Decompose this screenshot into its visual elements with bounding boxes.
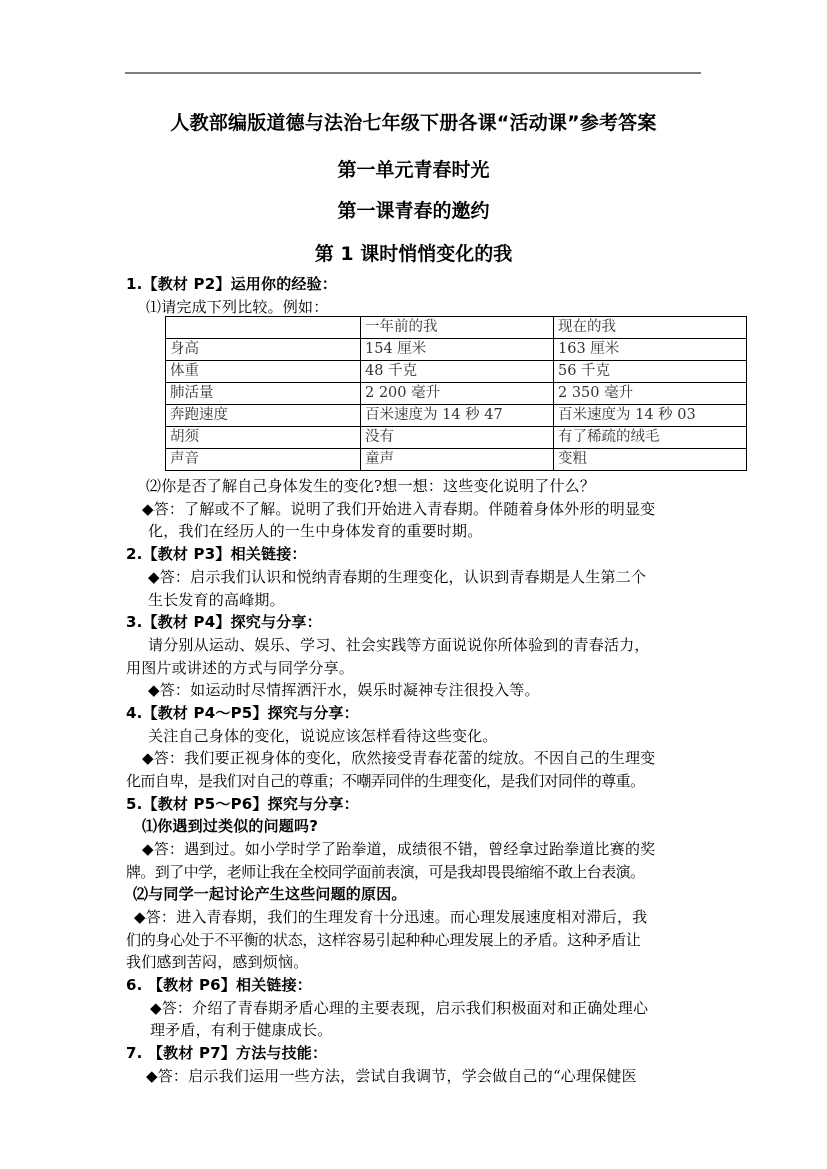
section-5-answer-2-line: 们的身心处于不平衡的状态，这样容易引起种种心理发展上的矛盾。这种矛盾让 xyxy=(126,931,641,949)
section-1-heading: 1.【教材 P2】运用你的经验： xyxy=(126,275,337,293)
section-1-question-1: ⑴请完成下列比较。例如： xyxy=(146,298,329,316)
period-title: 第 1 课时悄悄变化的我 xyxy=(314,243,513,265)
table-cell: 48 千克 xyxy=(361,361,554,383)
table-row xyxy=(166,405,747,427)
section-1-question-2: ⑵你是否了解自己身体发生的变化?想一想：这些变化说明了什么？ xyxy=(146,477,596,495)
section-3-question-line: 用图片或讲述的方式与同学分享。 xyxy=(126,659,355,677)
table-cell: 声音 xyxy=(166,449,361,471)
section-5-answer-2-line: ◆答：进入青春期，我们的生理发育十分迅速。而心理发展速度相对滞后，我 xyxy=(134,908,648,926)
lesson-title: 第一课青春的邀约 xyxy=(337,200,490,222)
table-header-cell: 一年前的我 xyxy=(361,317,554,339)
section-5-answer-1-line: ◆答：遇到过。如小学时学了跆拳道，成绩很不错，曾经拿过跆拳道比赛的奖 xyxy=(142,840,656,858)
table-row xyxy=(166,449,747,471)
section-4-question: 关注自己身体的变化，说说应该怎样看待这些变化。 xyxy=(148,727,498,745)
section-2-heading: 2.【教材 P3】相关链接： xyxy=(126,545,307,563)
document-title: 人教部编版道德与法治七年级下册各课“活动课”参考答案 xyxy=(170,112,657,134)
unit-title: 第一单元青春时光 xyxy=(337,159,490,181)
section-4-heading: 4.【教材 P4～P5】探究与分享： xyxy=(126,704,359,722)
table-header-cell: 现在的我 xyxy=(554,317,747,339)
table-cell: 百米速度为 14 秒 03 xyxy=(554,405,747,427)
table-cell: 身高 xyxy=(166,339,361,361)
section-3-answer: ◆答：如运动时尽情挥洒汗水，娱乐时凝神专注很投入等。 xyxy=(148,681,540,699)
section-3-question-line: 请分别从运动、娱乐、学习、社会实践等方面说说你所体验到的青春活力， xyxy=(148,636,650,654)
table-cell: 奔跑速度 xyxy=(166,405,361,427)
section-6-answer-line: 理矛盾，有利于健康成长。 xyxy=(150,1021,333,1039)
section-1-answer-line: ◆答：了解或不了解。说明了我们开始进入青春期。伴随着身体外形的明显变 xyxy=(142,500,656,518)
header-rule xyxy=(125,72,701,74)
section-7-answer-line: ◆答：启示我们运用一些方法，尝试自我调节，学会做自己的“心理保健医 xyxy=(146,1067,637,1085)
section-6-heading: 6. 【教材 P6】相关链接： xyxy=(126,976,313,994)
table-cell: 肺活量 xyxy=(166,383,361,405)
comparison-table xyxy=(165,316,747,471)
table-cell: 有了稀疏的绒毛 xyxy=(554,427,747,449)
section-3-heading: 3.【教材 P4】探究与分享： xyxy=(126,613,322,631)
table-cell: 2 200 毫升 xyxy=(361,383,554,405)
table-cell: 154 厘米 xyxy=(361,339,554,361)
section-4-answer-line: 化而自卑，是我们对自己的尊重；不嘲弄同伴的生理变化，是我们对同伴的尊重。 xyxy=(126,772,645,790)
table-cell: 变粗 xyxy=(554,449,747,471)
section-5-heading: 5.【教材 P5～P6】探究与分享： xyxy=(126,795,359,813)
section-6-answer-line: ◆答：介绍了青春期矛盾心理的主要表现，启示我们积极面对和正确处理心 xyxy=(150,999,649,1017)
table-cell: 胡须 xyxy=(166,427,361,449)
table-row xyxy=(166,383,747,405)
table-cell: 56 千克 xyxy=(554,361,747,383)
table-cell: 童声 xyxy=(361,449,554,471)
table-cell: 体重 xyxy=(166,361,361,383)
table-header-cell xyxy=(166,317,361,339)
section-4-answer-line: ◆答：我们要正视身体的变化，欣然接受青春花蕾的绽放。不因自己的生理变 xyxy=(142,749,656,767)
table-row xyxy=(166,427,747,449)
section-5-question-1: ⑴你遇到过类似的问题吗? xyxy=(142,817,319,835)
table-cell: 2 350 毫升 xyxy=(554,383,747,405)
section-2-answer-line: ◆答：启示我们认识和悦纳青春期的生理变化，认识到青春期是人生第二个 xyxy=(148,568,647,586)
table-row xyxy=(166,361,747,383)
table-row xyxy=(166,339,747,361)
table-cell: 百米速度为 14 秒 47 xyxy=(361,405,554,427)
section-7-heading: 7. 【教材 P7】方法与技能： xyxy=(126,1044,328,1062)
table-cell: 163 厘米 xyxy=(554,339,747,361)
section-2-answer-line: 生长发育的高峰期。 xyxy=(148,591,285,609)
table-header-row xyxy=(166,317,747,339)
section-5-question-2: ⑵与同学一起讨论产生这些问题的原因。 xyxy=(133,885,407,903)
section-5-answer-1-line: 牌。到了中学，老师让我在全校同学面前表演，可是我却畏畏缩缩不敢上台表演。 xyxy=(126,863,645,881)
section-1-answer-line: 化，我们在经历人的一生中身体发育的重要时期。 xyxy=(148,522,483,540)
section-5-answer-2-line: 我们感到苦闷，感到烦恼。 xyxy=(126,953,309,971)
table-cell: 没有 xyxy=(361,427,554,449)
